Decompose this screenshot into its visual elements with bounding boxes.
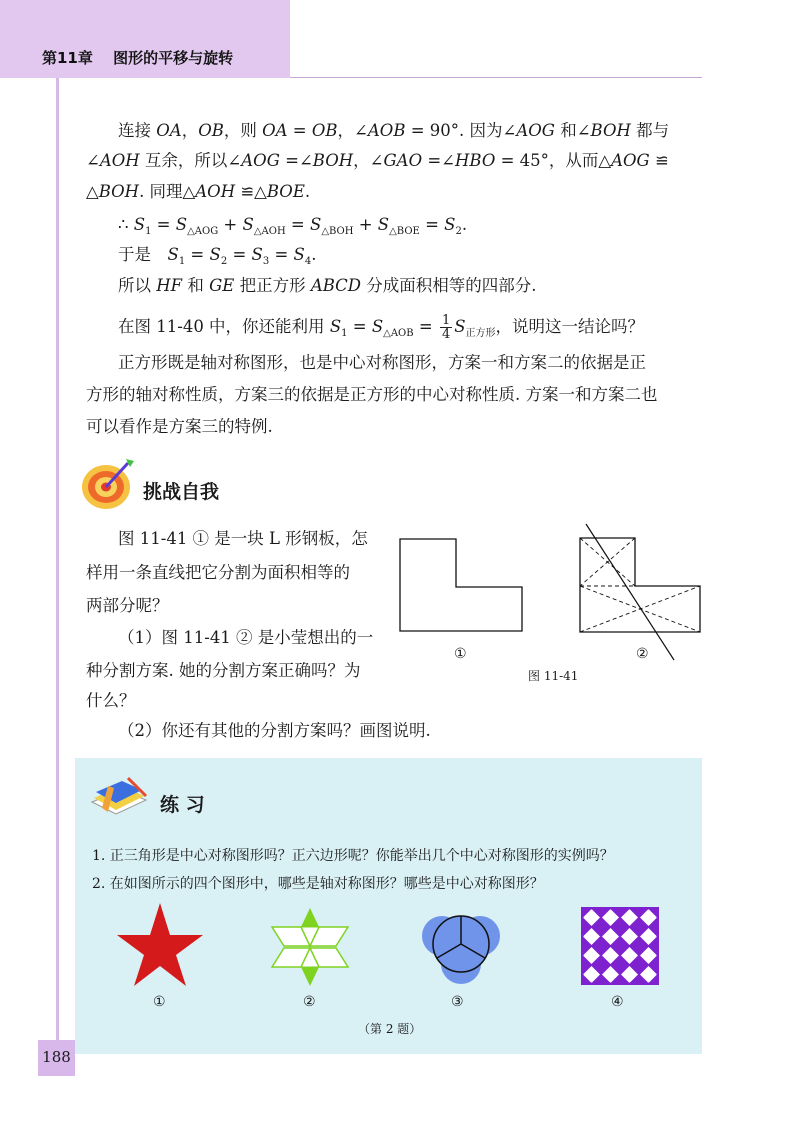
challenge-line-6: 什么？ bbox=[86, 691, 136, 710]
summary-line-3: 可以看作是方案三的特例. bbox=[86, 417, 273, 436]
practice-caption: （第 2 题） bbox=[358, 1022, 422, 1036]
side-margin-line bbox=[56, 78, 59, 1043]
red-star-figure bbox=[114, 900, 206, 988]
page-number: 188 bbox=[42, 1048, 71, 1066]
challenge-heading: 挑战自我 bbox=[143, 481, 220, 503]
practice-question-2: 2. 在如图所示的四个图形中，哪些是轴对称图形？哪些是中心对称图形？ bbox=[92, 876, 544, 892]
book-pencil-icon bbox=[88, 772, 152, 824]
figure-label-2: ② bbox=[636, 646, 649, 662]
proof-line-3: △BOH. 同理△AOH ≌△BOE. bbox=[86, 182, 311, 201]
practice-question-1: 1. 正三角形是中心对称图形吗？正六边形呢？你能举出几个中心对称图形的实例吗？ bbox=[92, 848, 614, 864]
practice-label-2: ② bbox=[303, 994, 316, 1010]
figure-label-1: ① bbox=[454, 646, 467, 662]
summary-line-1: 正方形既是轴对称图形，也是中心对称图形，方案一和方案二的依据是正 bbox=[118, 353, 646, 372]
summary-line-2: 方形的轴对称性质，方案三的依据是正方形的中心对称性质. 方案一和方案二也 bbox=[86, 385, 658, 404]
challenge-line-7: （2）你还有其他的分割方案吗？画图说明. bbox=[118, 721, 431, 740]
challenge-line-5: 种分割方案. 她的分割方案正确吗？为 bbox=[86, 661, 361, 680]
fraction-one-quarter: $\frac{1}{4}$ bbox=[441, 313, 451, 342]
practice-label-3: ③ bbox=[451, 994, 464, 1010]
blue-circle-figure bbox=[420, 906, 502, 986]
practice-label-1: ① bbox=[153, 994, 166, 1010]
challenge-line-2: 样用一条直线把它分割为面积相等的 bbox=[86, 563, 350, 582]
practice-label-4: ④ bbox=[611, 994, 624, 1010]
challenge-line-1: 图 11-41 ① 是一块 L 形钢板，怎 bbox=[118, 529, 368, 548]
chapter-number: 第11章 bbox=[42, 49, 93, 67]
purple-lattice-figure bbox=[581, 907, 659, 985]
l-shape-figure-1 bbox=[398, 537, 524, 633]
chapter-name: 图形的平移与旋转 bbox=[113, 49, 234, 67]
header-rule bbox=[290, 77, 702, 78]
green-hexagram-figure bbox=[270, 906, 350, 988]
challenge-line-4: （1）图 11-41 ② 是小莹想出的一 bbox=[118, 628, 374, 647]
proof-line-2: ∠AOH 互余，所以∠AOG =∠BOH，∠GAO =∠HBO = 45°，从而△AOG ≌ bbox=[86, 151, 669, 170]
proof-line-7: 在图 11-40 中，你还能利用 $S_1 = S_{\triangle AOB}$ = $\frac{1}{4}$ $S_{正方形}$，说明这一结论吗？ bbox=[118, 313, 645, 342]
challenge-line-3: 两部分呢？ bbox=[86, 596, 169, 615]
proof-line-6: 所以 HF 和 GE 把正方形 ABCD 分成面积相等的四部分. bbox=[118, 276, 537, 295]
practice-heading: 练 习 bbox=[160, 794, 205, 816]
l-shape-figure-2 bbox=[572, 522, 704, 662]
proof-line-5: 于是 $S_1 = S_2 = S_3 = S_4$. bbox=[118, 245, 317, 267]
chapter-title bbox=[42, 47, 233, 68]
figure-caption: 图 11-41 bbox=[528, 669, 579, 683]
target-icon bbox=[76, 455, 138, 513]
proof-line-4: ∴ $S_1 = S_{\triangle AOG} + S_{\triangle AOH} = S_{\triangle BOH} + S_{\triangle BOE} = S_2$. bbox=[118, 215, 468, 237]
proof-line-1: 连接 OA，OB，则 OA = OB，∠AOB = 90°. 因为∠AOG 和∠BOH 都与 bbox=[118, 121, 670, 140]
